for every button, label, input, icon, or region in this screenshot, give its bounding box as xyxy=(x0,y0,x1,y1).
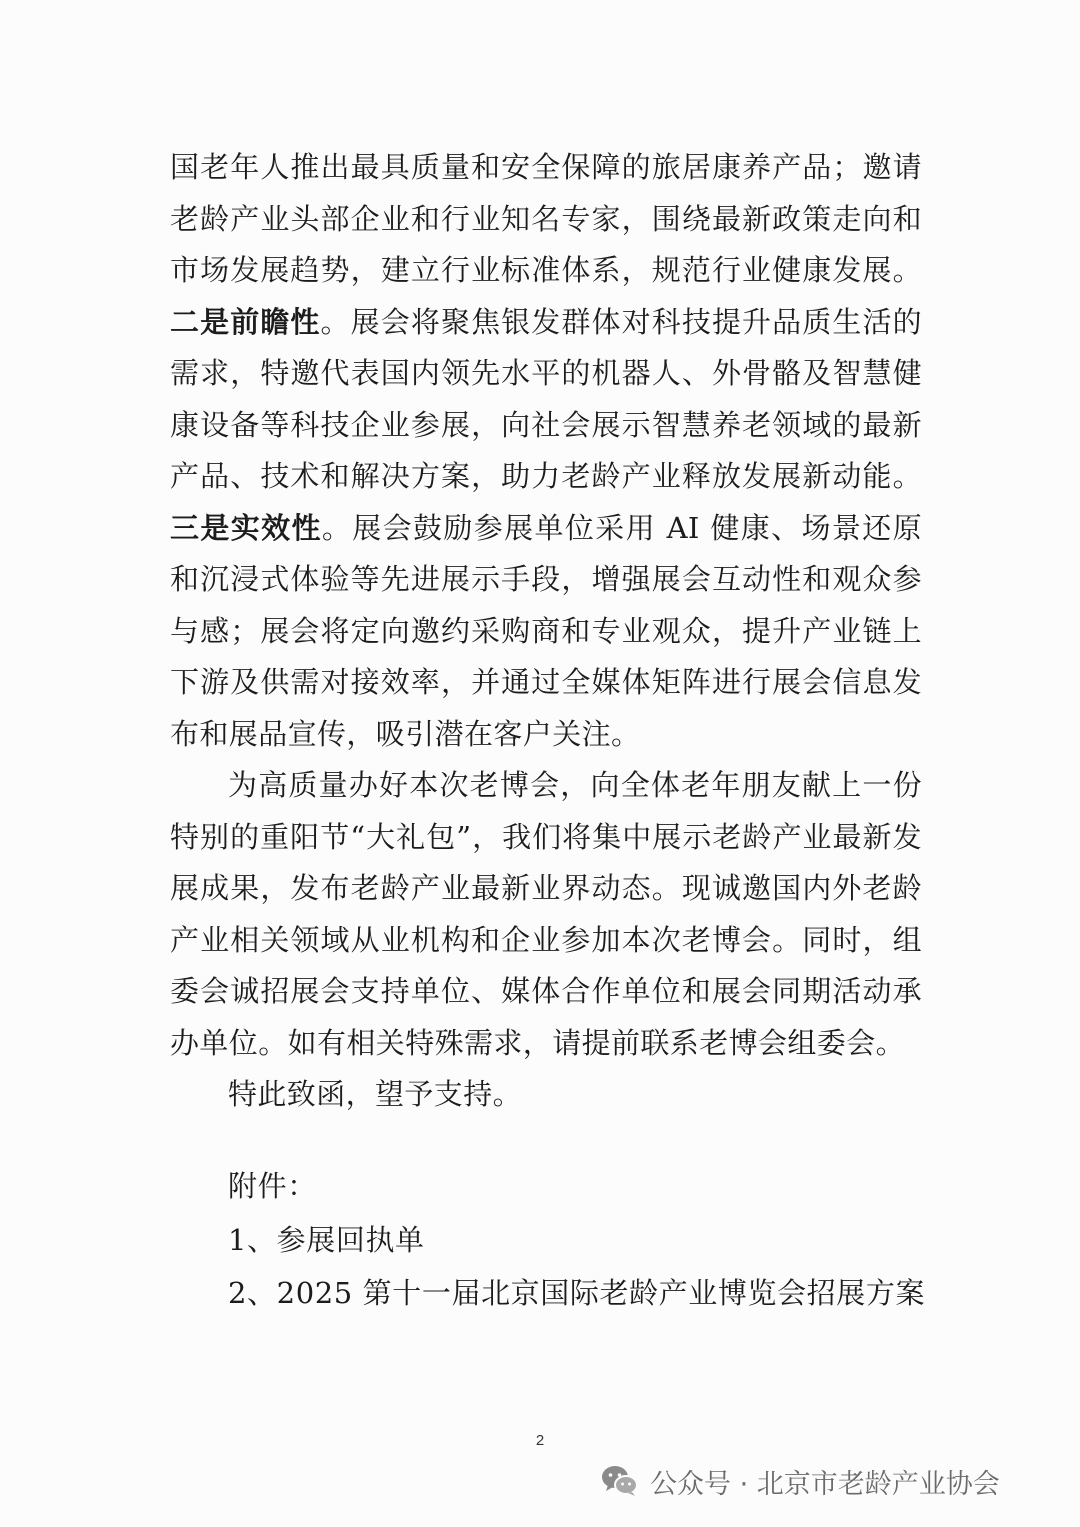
paragraph-text: 。展会将聚焦银发群体对科技提升品质生活的需求，特邀代表国内领先水平的机器人、外骨骼及智慧健康设备等科技企业参展，向社会展示智慧养老领域的最新产品、技术和解决方案，助力老龄产业释放发展新动能。 xyxy=(170,304,922,493)
wechat-icon xyxy=(600,1464,640,1498)
paragraph-text: 国老年人推出最具质量和安全保障的旅居康养产品；邀请老龄产业头部企业和行业知名专家，围绕最新政策走向和市场发展趋势，建立行业标准体系，规范行业健康发展。 xyxy=(170,150,922,287)
page-number: 2 xyxy=(535,1432,545,1449)
paragraph-features xyxy=(170,142,922,760)
bold-heading-effectiveness: 三是实效性 xyxy=(170,510,322,545)
attachment-item: 1、参展回执单 xyxy=(228,1223,425,1257)
letter-body xyxy=(170,142,922,1121)
paragraph-text: 。展会鼓励参展单位采用 AI 健康、场景还原和沉浸式体验等先进展示手段，增强展会互动性和观众参与感；展会将定向邀约采购商和专业观众，提升产业链上下游及供需对接效率，并通过全媒体矩阵进行展会信息发布和展品宣传，吸引潜在客户关注。 xyxy=(170,510,922,751)
watermark xyxy=(600,1458,1000,1504)
attachment-item: 2、2025 第十一届北京国际老龄产业博览会招展方案 xyxy=(228,1276,926,1310)
paragraph-closing: 特此致函，望予支持。 xyxy=(228,1077,523,1111)
watermark-text: 公众号 · 北京市老龄产业协会 xyxy=(650,1468,1000,1500)
attachments-heading: 附件： xyxy=(228,1169,317,1203)
bold-heading-forward-looking: 二是前瞻性 xyxy=(170,304,321,339)
paragraph-invitation: 为高质量办好本次老博会，向全体老年朋友献上一份特别的重阳节“大礼包”，我们将集中展示老龄产业最新发展成果，发布老龄产业最新业界动态。现诚邀国内外老龄产业相关领域从业机构和企业参加本次老博会。同时，组委会诚招展会支持单位、媒体合作单位和展会同期活动承办单位。如有相关特殊需求，请提前联系老博会组委会。 xyxy=(170,768,922,1060)
